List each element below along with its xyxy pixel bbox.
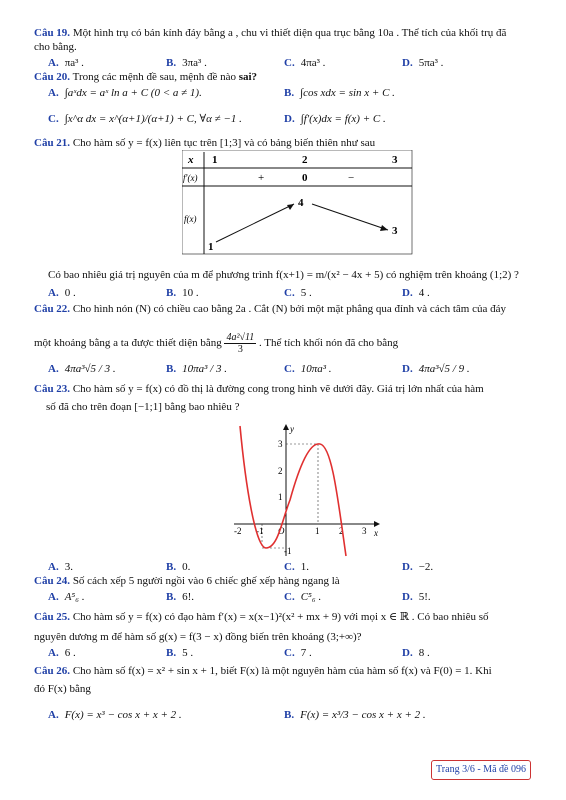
x-tick: -1 — [256, 526, 264, 536]
question-text: Cho hình nón (N) có chiều cao bằng 2a . Cắt (N) bởi một mặt phẳng qua đỉnh và cách tâm của đáy — [72, 303, 506, 315]
f-value: 3 — [392, 225, 398, 237]
question-26 — [34, 664, 492, 678]
option-c: C. 7 . — [284, 647, 312, 659]
option-d: D. −2. — [402, 561, 434, 573]
y-axis-label: y — [290, 424, 294, 434]
y-tick: 3 — [278, 439, 283, 449]
question-number: Câu 23. — [34, 383, 71, 395]
question-number: Câu 22. — [34, 303, 71, 315]
question-text-continued: nguyên dương m để hàm số g(x) = f(3 − x) đồng biến trên khoảng (3;+∞)? — [34, 631, 362, 643]
question-24 — [34, 574, 340, 588]
question-text-continued: cho bằng. — [34, 41, 77, 53]
question-text: Số cách xếp 5 người ngồi vào 6 chiếc ghế xếp hàng ngang là — [72, 575, 340, 587]
option-c: C. 5 . — [284, 287, 312, 299]
question-emphasis: sai? — [238, 71, 258, 83]
variation-table — [182, 150, 414, 256]
option-c: C. C⁵₆ . — [284, 591, 322, 603]
option-c: C. 1. — [284, 561, 309, 573]
question-25 — [34, 610, 489, 624]
question-20 — [34, 70, 257, 84]
x-axis-label: x — [374, 528, 378, 538]
function-curve — [240, 426, 346, 556]
question-text-continued: số đã cho trên đoạn [−1;1] bằng bao nhiêu ? — [46, 401, 240, 413]
question-text: Cho hàm số f(x) = x² + sin x + 1, biết F(x) là một nguyên hàm của hàm số f(x) và F(0) = 1. Khi — [72, 665, 492, 677]
option-c: C. 10πa³ . — [284, 363, 332, 375]
option-a: A. 3. — [48, 561, 73, 573]
y-tick: -1 — [284, 546, 292, 556]
area-fraction: $\frac{\text{4a²√11}}{3}$ — [226, 332, 255, 355]
question-number: Câu 24. — [34, 575, 71, 587]
option-a: A. 6 . — [48, 647, 76, 659]
option-d: D. 5!. — [402, 591, 431, 603]
option-a: A. A⁵₆ . — [48, 591, 85, 603]
option-b: B. 6!. — [166, 591, 195, 603]
option-a: A. ∫aˣdx = aˣ ln a + C (0 < a ≠ 1). — [48, 87, 202, 99]
option-a: A. πa³ . — [48, 57, 84, 69]
fprime-row-label: f′(x) — [183, 173, 198, 183]
question-number: Câu 21. — [34, 137, 71, 149]
question-number: Câu 25. — [34, 611, 71, 623]
question-text: Cho hàm số y = f(x) có đồ thị là đường cong trong hình vẽ dưới đây. Giá trị lớn nhất của hàm — [72, 383, 484, 395]
question-number: Câu 19. — [34, 27, 71, 39]
x-tick: 2 — [339, 526, 344, 536]
question-21 — [34, 136, 375, 150]
option-c: C. 4πa³ . — [284, 57, 326, 69]
question-text: Trong các mệnh đề sau, mệnh đề nào — [72, 71, 236, 83]
option-b: B. 3πa³ . — [166, 57, 207, 69]
sign-plus: + — [258, 172, 265, 184]
y-tick: 2 — [278, 466, 283, 476]
y-tick: 1 — [278, 492, 283, 502]
option-a: A. F(x) = x³ − cos x + x + 2 . — [48, 709, 182, 721]
question-number: Câu 20. — [34, 71, 71, 83]
question-text: Một hình trụ có bán kính đáy bằng a , chu vi thiết diện qua trục bằng 10a . Thể tích của khối trụ đã — [72, 27, 507, 39]
f-row-label: f(x) — [184, 214, 197, 224]
question-number: Câu 26. — [34, 665, 71, 677]
question-text-continued: một khoảng bằng a ta được thiết diện bằng $\frac{\text{4a²√11}}{3}$ . Thể tích khối nón đã cho bằng — [34, 332, 399, 355]
decreasing-arrow — [312, 204, 388, 230]
option-d: D. 5πa³ . — [402, 57, 444, 69]
x-tick: 3 — [362, 526, 367, 536]
option-c: C. ∫x^α dx = x^(α+1)/(α+1) + C, ∀α ≠ −1 . — [48, 113, 242, 125]
page-footer: Trang 3/6 - Mã đề 096 — [431, 760, 531, 780]
option-b: B. 10πa³ / 3 . — [166, 363, 227, 375]
option-d: D. 4 . — [402, 287, 430, 299]
question-22 — [34, 302, 506, 316]
question-19 — [34, 26, 506, 40]
option-b: B. 10 . — [166, 287, 199, 299]
question-23 — [34, 382, 484, 396]
option-d: D. 4πa³√5 / 9 . — [402, 363, 470, 375]
x-value: 2 — [302, 154, 308, 166]
sign-zero: 0 — [302, 172, 308, 184]
origin-label: O — [278, 526, 285, 536]
question-text: Cho hàm số y = f(x) có đạo hàm f′(x) = x(x−1)²(x² + mx + 9) với mọi x ∈ ℝ . Có bao nhiêu số — [72, 611, 489, 623]
option-b: B. 5 . — [166, 647, 194, 659]
option-d: D. 8 . — [402, 647, 430, 659]
option-d: D. ∫f′(x)dx = f(x) + C . — [284, 113, 386, 125]
x-tick: 1 — [315, 526, 320, 536]
option-b: B. ∫cos xdx = sin x + C . — [284, 87, 395, 99]
x-tick: -2 — [234, 526, 242, 536]
x-value: 1 — [212, 154, 218, 166]
option-b: B. F(x) = x³/3 − cos x + x + 2 . — [284, 709, 426, 721]
option-a: A. 0 . — [48, 287, 76, 299]
sign-minus: − — [348, 172, 355, 184]
f-value: 4 — [298, 197, 304, 209]
x-row-label: x — [188, 154, 194, 166]
x-value: 3 — [392, 154, 398, 166]
function-graph — [228, 420, 388, 560]
increasing-arrow — [216, 204, 294, 242]
f-value: 1 — [208, 241, 214, 253]
question-text: Cho hàm số y = f(x) liên tục trên [1;3] và có bảng biến thiên như sau — [72, 137, 376, 149]
question-text-continued: đó F(x) bằng — [34, 683, 91, 695]
option-a: A. 4πa³√5 / 3 . — [48, 363, 116, 375]
option-b: B. 0. — [166, 561, 191, 573]
question-text-continued: Có bao nhiêu giá trị nguyên của m để phương trình f(x+1) = m/(x² − 4x + 5) có nghiệm trên khoảng (1;2) ? — [48, 269, 519, 281]
